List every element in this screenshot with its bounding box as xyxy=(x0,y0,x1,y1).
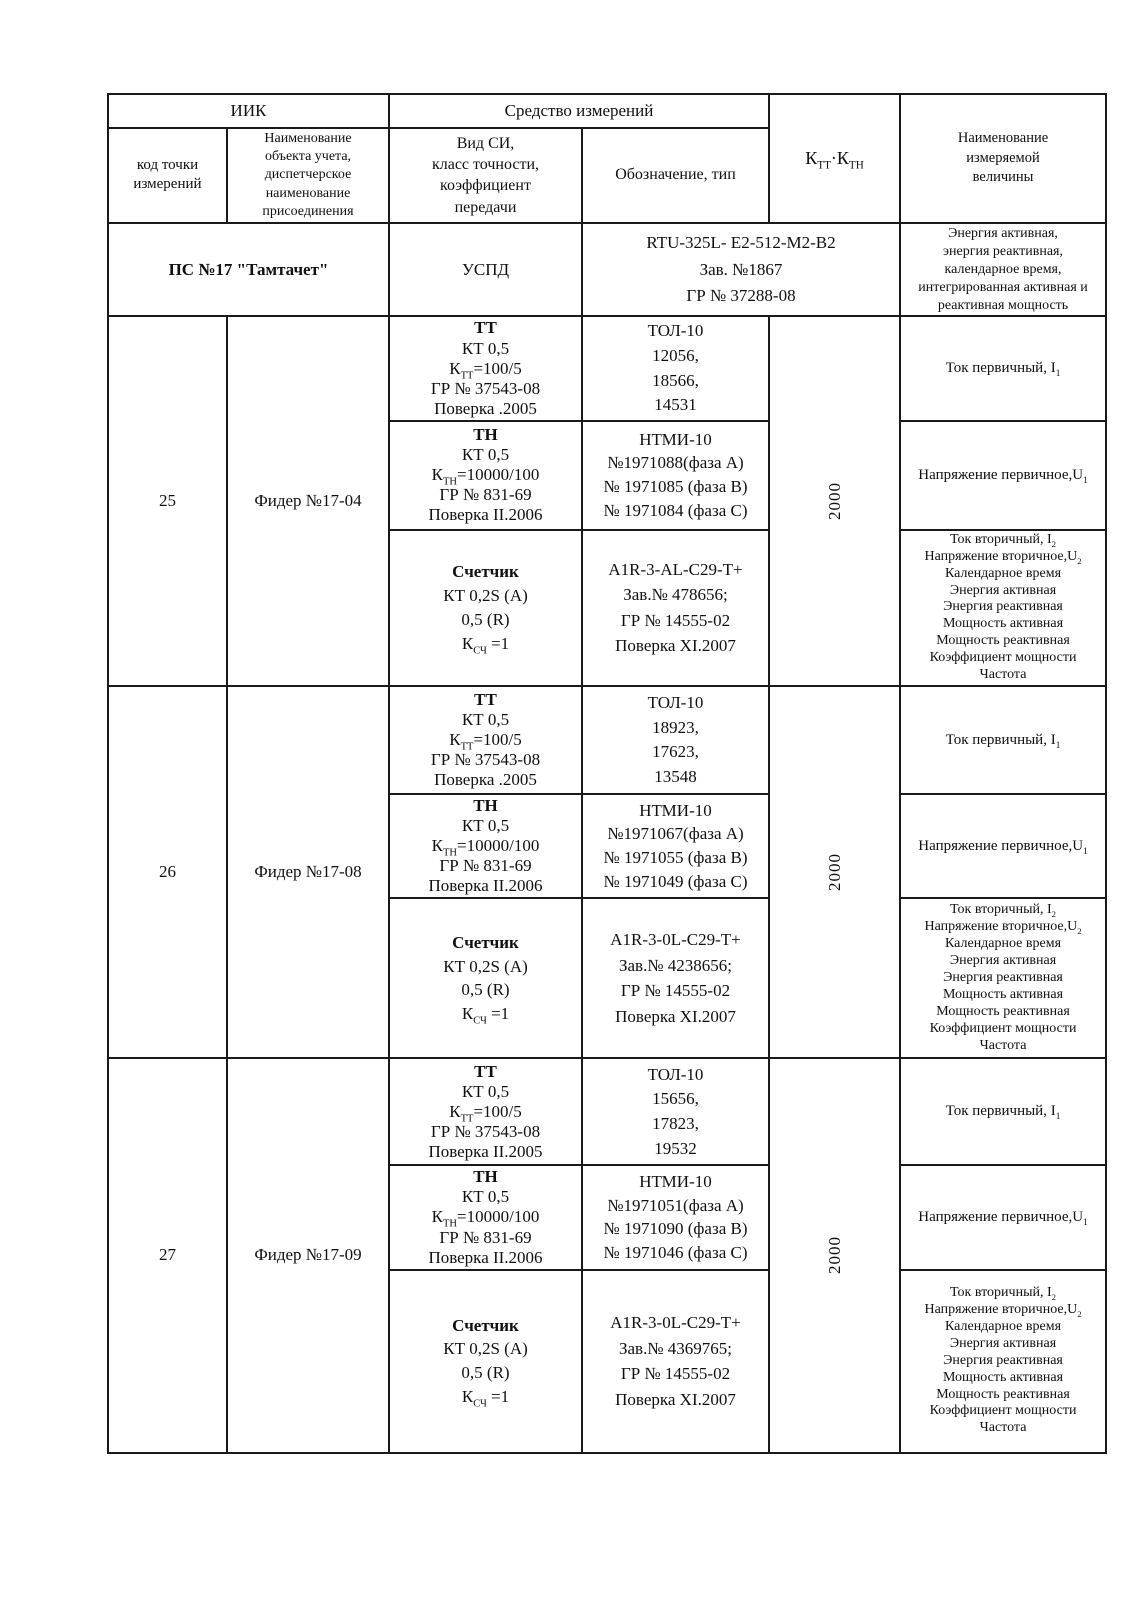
point-code: 27 xyxy=(108,1058,227,1452)
meter-title: Счетчик xyxy=(452,562,519,582)
ktt-ktn-value-cell xyxy=(769,686,900,1058)
tn-quantity: Напряжение $первичное,U_1$ xyxy=(900,794,1106,898)
tn-title: ТН xyxy=(473,1167,498,1187)
tn-gr: ГР № 831-69 xyxy=(439,1227,532,1247)
meter-kt-r: 0,5 (R) xyxy=(461,1363,510,1383)
tn-pov: Поверка II.2006 xyxy=(428,876,543,896)
tt-gr: ГР № 37543-08 xyxy=(430,750,541,770)
tn-quantity: Напряжение $первичное,U_1$ xyxy=(900,1165,1106,1269)
tn-designation: НТМИ-10 №1971088(фаза А) № 1971085 (фаза В) № 1971084 (фаза С) xyxy=(582,421,769,530)
ktt-ktn-value: 2000 xyxy=(824,1236,844,1275)
tt-ratio: $К_{ТТ}=100/5$ xyxy=(449,358,522,381)
tt-pov: Поверка .2005 xyxy=(434,398,537,418)
feeder-name: Фидер №17-08 xyxy=(227,686,389,1058)
uspd-designation: RTU-325L- E2-512-M2-B2 Зав. №1867 ГР № 37288-08 xyxy=(582,223,900,317)
ktt-ktn-value: 2000 xyxy=(824,853,844,892)
header-row-groups xyxy=(108,94,1106,128)
measurement-points-table xyxy=(107,93,1107,1454)
tn-gr: ГР № 831-69 xyxy=(439,856,532,876)
k1: К xyxy=(805,147,818,168)
meter-title: Счетчик xyxy=(452,1315,519,1335)
block25-tt-row xyxy=(108,316,1106,420)
tt-gr: ГР № 37543-08 xyxy=(430,378,541,398)
header-col-quantity: Наименование измеряемой величины xyxy=(900,94,1106,223)
ktt-ktn-value-cell xyxy=(769,316,900,686)
tn-title: ТН xyxy=(473,796,498,816)
meter-designation: A1R-3-0L-C29-T+ Зав.№ 4369765; ГР № 14555-02 Поверка XI.2007 xyxy=(582,1270,769,1453)
tn-cell xyxy=(389,1165,582,1269)
tn-pov: Поверка II.2006 xyxy=(428,1247,543,1267)
tt-designation: ТОЛ-10 12056, 18566, 14531 xyxy=(582,316,769,420)
header-col-ktt-ktn xyxy=(769,94,900,223)
header-group-iik: ИИК xyxy=(108,94,389,128)
meter-cell xyxy=(389,898,582,1058)
feeder-name: Фидер №17-09 xyxy=(227,1058,389,1452)
tt-title: ТТ xyxy=(474,318,497,338)
tn-ratio: $К_{ТН}=10000/100$ xyxy=(431,836,540,859)
tt-pov: Поверка .2005 xyxy=(434,770,537,790)
ktt-ktn-value: 2000 xyxy=(824,482,844,521)
block27-tt-row xyxy=(108,1058,1106,1165)
tn-ratio: $К_{ТН}=10000/100$ xyxy=(431,465,540,488)
tt-gr: ГР № 37543-08 xyxy=(430,1121,541,1141)
header-col-si-kind: Вид СИ, класс точности, коэффициент передачи xyxy=(389,128,582,223)
tt-ratio: $К_{ТТ}=100/5$ xyxy=(449,730,522,753)
tt-cell xyxy=(389,1058,582,1165)
k2: К xyxy=(836,147,849,168)
k1-sub: ТТ xyxy=(817,159,831,172)
meter-cell xyxy=(389,530,582,686)
tn-cell xyxy=(389,421,582,530)
tt-kt: КТ 0,5 xyxy=(461,710,510,730)
tt-designation: ТОЛ-10 18923, 17623, 13548 xyxy=(582,686,769,794)
substation-name: ПС №17 "Тамтачет" xyxy=(108,223,389,317)
k-dot: · xyxy=(830,147,837,168)
tt-quantity: Ток первичный, $I_1$ xyxy=(900,316,1106,420)
meter-designation: A1R-3-AL-C29-T+ Зав.№ 478656; ГР № 14555-02 Поверка XI.2007 xyxy=(582,530,769,686)
tt-cell xyxy=(389,316,582,420)
meter-kt-r: 0,5 (R) xyxy=(461,609,510,629)
meter-kt-a: КТ 0,2S (A) xyxy=(443,956,528,976)
meter-kt-a: КТ 0,2S (A) xyxy=(443,1339,528,1359)
header-group-si: Средство измерений xyxy=(389,94,769,128)
tn-kt: КТ 0,5 xyxy=(461,816,510,836)
tt-designation: ТОЛ-10 15656, 17823, 19532 xyxy=(582,1058,769,1165)
tt-kt: КТ 0,5 xyxy=(461,1081,510,1101)
meter-ratio: $К_{СЧ} =1$ xyxy=(461,633,510,657)
block26-tt-row xyxy=(108,686,1106,794)
meter-quantities: Ток вторичный, $I_2$ Напряжение $вторичное,U_2$ Календарное время Энергия активная Энергия реактивная Мощность активная Мощность реактивная Коэффициент мощности Частота xyxy=(900,530,1106,686)
tn-title: ТН xyxy=(473,425,498,445)
meter-quantities: Ток вторичный, $I_2$ Напряжение $вторичное,U_2$ Календарное время Энергия активная Энергия реактивная Мощность активная Мощность реактивная Коэффициент мощности Частота xyxy=(900,898,1106,1058)
tn-kt: КТ 0,5 xyxy=(461,445,510,465)
uspd-quantities: Энергия активная, энергия реактивная, календарное время, интегрированная активная и реактивная мощность xyxy=(900,223,1106,317)
tt-quantity: Ток первичный, $I_1$ xyxy=(900,1058,1106,1165)
tn-cell xyxy=(389,794,582,898)
uspd-si-kind: УСПД xyxy=(389,223,582,317)
tt-cell xyxy=(389,686,582,794)
ktt-ktn-value-cell xyxy=(769,1058,900,1452)
tn-designation: НТМИ-10 №1971067(фаза А) № 1971055 (фаза В) № 1971049 (фаза С) xyxy=(582,794,769,898)
tn-quantity: Напряжение $первичное,U_1$ xyxy=(900,421,1106,530)
tn-pov: Поверка II.2006 xyxy=(428,505,543,525)
meter-kt-a: КТ 0,2S (A) xyxy=(443,586,528,606)
tn-ratio: $К_{ТН}=10000/100$ xyxy=(431,1207,540,1230)
tt-kt: КТ 0,5 xyxy=(461,338,510,358)
tn-kt: КТ 0,5 xyxy=(461,1187,510,1207)
tt-title: ТТ xyxy=(474,1061,497,1081)
point-code: 26 xyxy=(108,686,227,1058)
tt-quantity: Ток первичный, $I_1$ xyxy=(900,686,1106,794)
meter-kt-r: 0,5 (R) xyxy=(461,980,510,1000)
tn-gr: ГР № 831-69 xyxy=(439,485,532,505)
meter-cell xyxy=(389,1270,582,1453)
point-code: 25 xyxy=(108,316,227,686)
meter-quantities: Ток вторичный, $I_2$ Напряжение $вторичное,U_2$ Календарное время Энергия активная Энергия реактивная Мощность активная Мощность реактивная Коэффициент мощности Частота xyxy=(900,1270,1106,1453)
header-col-object-name: Наименование объекта учета, диспетчерское наименование присоединения xyxy=(227,128,389,223)
meter-ratio: $К_{СЧ} =1$ xyxy=(461,1386,510,1410)
tt-ratio: $К_{ТТ}=100/5$ xyxy=(449,1101,522,1125)
tn-designation: НТМИ-10 №1971051(фаза А) № 1971090 (фаза В) № 1971046 (фаза С) xyxy=(582,1165,769,1269)
header-col-designation: Обозначение, тип xyxy=(582,128,769,223)
k2-sub: ТН xyxy=(848,159,864,172)
feeder-name: Фидер №17-04 xyxy=(227,316,389,686)
tt-pov: Поверка II.2005 xyxy=(428,1141,543,1161)
tt-title: ТТ xyxy=(474,690,497,710)
meter-ratio: $К_{СЧ} =1$ xyxy=(461,1004,510,1027)
uspd-row xyxy=(108,223,1106,317)
meter-title: Счетчик xyxy=(452,932,519,952)
meter-designation: A1R-3-0L-C29-T+ Зав.№ 4238656; ГР № 14555-02 Поверка XI.2007 xyxy=(582,898,769,1058)
header-col-point-code: код точки измерений xyxy=(108,128,227,223)
